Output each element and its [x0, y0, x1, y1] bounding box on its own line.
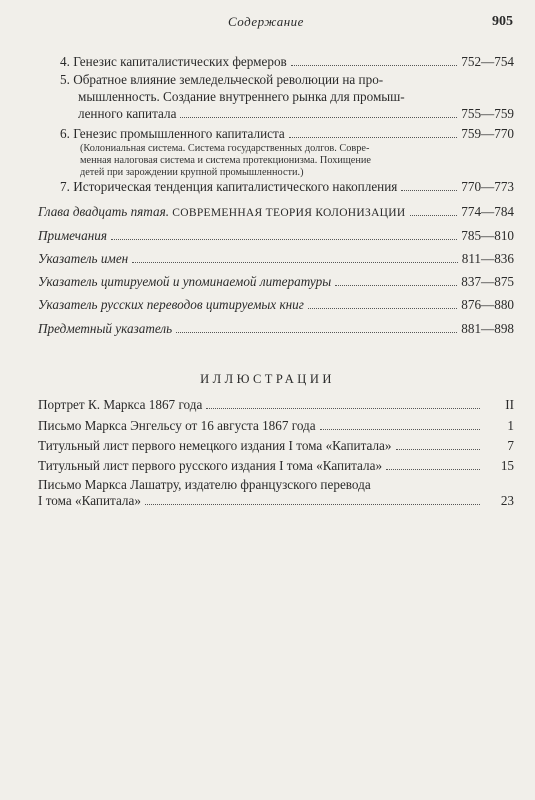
entry-pages: 755—759 — [461, 106, 514, 121]
illustration-entry[interactable] — [38, 418, 514, 434]
entry-note-line: менная налоговая система и система протекционизма. Похищение — [80, 155, 371, 166]
illustration-entry[interactable] — [38, 493, 514, 509]
entry-label: Портрет К. Маркса 1867 года — [38, 397, 203, 412]
leader-dots — [132, 262, 458, 263]
entry-page: 1 — [507, 418, 514, 433]
entry-label-italic: Глава двадцать пятая. — [38, 204, 169, 219]
entry-label: Письмо Маркса Энгельсу от 16 августа 1867 года — [38, 418, 316, 433]
entry-label-caps: СОВРЕМЕННАЯ ТЕОРИЯ КОЛОНИЗАЦИИ — [172, 207, 406, 219]
entry-pages: 785—810 — [461, 228, 514, 243]
illustration-entry[interactable] — [38, 438, 514, 454]
entry-page: II — [505, 397, 514, 412]
leader-dots — [176, 332, 457, 333]
entry-label: Примечания — [38, 228, 107, 243]
entry-label — [38, 204, 406, 221]
illustration-entry[interactable] — [38, 397, 514, 413]
entry-label: 4. Генезис капиталистических фермеров — [60, 54, 287, 69]
toc-entry-5-line1: 5. Обратное влияние земледельческой революции на про- — [60, 72, 384, 87]
leader-dots — [111, 239, 457, 240]
entry-pages: 837—875 — [461, 274, 514, 289]
leader-dots — [145, 504, 480, 505]
running-title: Содержание — [228, 14, 304, 29]
entry-page: 23 — [500, 493, 514, 508]
entry-label: Указатель цитируемой и упоминаемой литературы — [38, 274, 332, 289]
entry-label: Титульный лист первого немецкого издания I тома «Капитала» — [38, 438, 392, 453]
entry-pages: 876—880 — [461, 297, 514, 312]
leader-dots — [289, 137, 457, 138]
entry-page: 15 — [500, 458, 514, 473]
leader-dots — [180, 117, 457, 118]
toc-name-index[interactable] — [38, 251, 514, 267]
leader-dots — [308, 308, 457, 309]
toc-translations-index[interactable] — [38, 297, 514, 313]
entry-page: 7 — [507, 438, 514, 453]
toc-notes[interactable] — [38, 228, 514, 244]
entry-pages: 774—784 — [461, 204, 514, 219]
leader-dots — [335, 285, 457, 286]
entry-label: 6. Генезис промышленного капиталиста — [60, 126, 285, 141]
toc-literature-index[interactable] — [38, 274, 514, 290]
entry-note-line: детей при зарождении крупной промышленности.) — [80, 167, 304, 178]
toc-entry-5-line2: мышленность. Создание внутреннего рынка для промыш- — [78, 89, 405, 104]
leader-dots — [386, 469, 480, 470]
entry-pages: 811—836 — [461, 251, 514, 266]
toc-chapter-25[interactable] — [38, 204, 514, 221]
entry-pages: 752—754 — [461, 54, 514, 69]
entry-label: Указатель русских переводов цитируемых книг — [38, 297, 304, 312]
toc-entry-5[interactable] — [78, 106, 514, 122]
illustration-entry[interactable] — [38, 458, 514, 474]
entry-note-line: (Колониальная система. Система государственных долгов. Совре- — [80, 143, 370, 154]
leader-dots — [291, 65, 457, 66]
entry-label: ленного капитала — [78, 106, 177, 121]
entry-label: Титульный лист первого русского издания I тома «Капитала» — [38, 458, 383, 473]
toc-entry-7[interactable] — [60, 179, 514, 195]
entry-pages: 881—898 — [461, 321, 514, 336]
entry-label: I тома «Капитала» — [38, 493, 141, 508]
entry-label: 7. Историческая тенденция капиталистического накопления — [60, 179, 398, 194]
leader-dots — [410, 215, 458, 216]
illustrations-heading: ИЛЛЮСТРАЦИИ — [200, 372, 335, 386]
leader-dots — [401, 190, 457, 191]
toc-entry-6[interactable] — [60, 126, 514, 142]
page-header — [0, 14, 535, 34]
entry-pages: 759—770 — [461, 126, 514, 141]
leader-dots — [206, 408, 480, 409]
entry-label: Предметный указатель — [38, 321, 173, 336]
leader-dots — [396, 449, 480, 450]
illustration-entry-line1: Письмо Маркса Лашатру, издателю французского перевода — [38, 477, 371, 492]
page-number: 905 — [492, 14, 513, 29]
toc-entry-4[interactable] — [60, 54, 514, 70]
entry-label: Указатель имен — [38, 251, 129, 266]
toc-subject-index[interactable] — [38, 321, 514, 337]
entry-pages: 770—773 — [461, 179, 514, 194]
leader-dots — [320, 429, 480, 430]
